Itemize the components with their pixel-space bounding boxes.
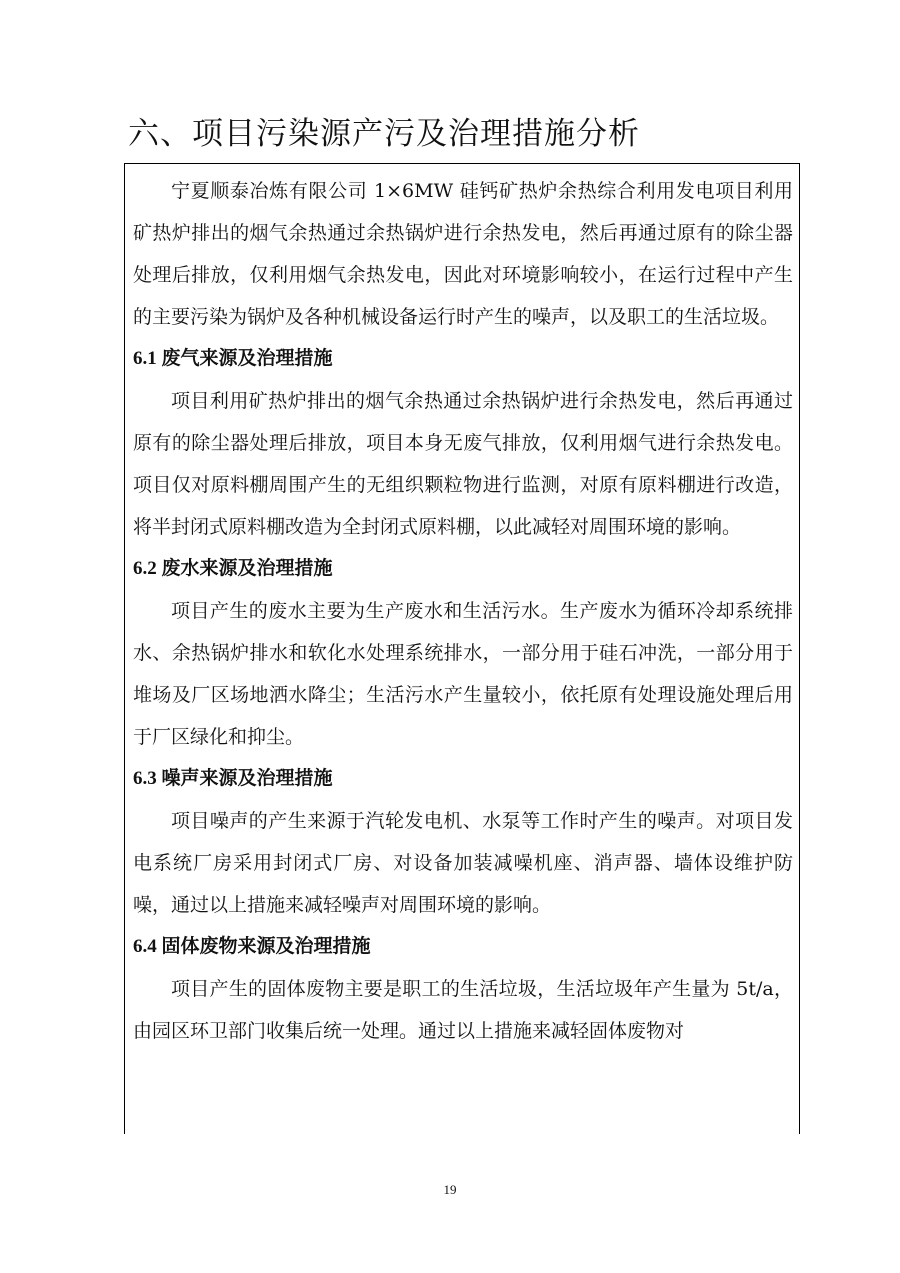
section-text-6-4: 项目产生的固体废物主要是职工的生活垃圾，生活垃圾年产生量为 5t/a，由园区环卫部门收集后统一处理。通过以上措施来减轻固体废物对	[133, 978, 793, 1042]
section-title-6-3: 6.3 噪声来源及治理措施	[133, 768, 333, 789]
page-number: 19	[443, 1182, 457, 1197]
content-box	[124, 163, 800, 1134]
section-title-6-2: 6.2 废水来源及治理措施	[133, 558, 333, 579]
page-heading: 六、项目污染源产污及治理措施分析	[128, 116, 640, 152]
section-title-6-1: 6.1 废气来源及治理措施	[133, 348, 333, 369]
section-title-6-4: 6.4 固体废物来源及治理措施	[133, 936, 371, 957]
section-text-6-3: 项目噪声的产生来源于汽轮发电机、水泵等工作时产生的噪声。对项目发电系统厂房采用封闭式厂房、对设备加装减噪机座、消声器、墙体设维护防噪，通过以上措施来减轻噪声对周围环境的影响。	[133, 810, 793, 916]
intro-paragraph: 宁夏顺泰冶炼有限公司 1×6MW 硅钙矿热炉余热综合利用发电项目利用矿热炉排出的烟气余热通过余热锅炉进行余热发电，然后再通过原有的除尘器处理后排放，仅利用烟气余热发电，因此对环境影响较小，在运行过程中产生的主要污染为锅炉及各种机械设备运行时产生的噪声，以及职工的生活垃圾。	[133, 180, 793, 328]
section-text-6-2: 项目产生的废水主要为生产废水和生活污水。生产废水为循环冷却系统排水、余热锅炉排水和软化水处理系统排水，一部分用于硅石冲洗，一部分用于堆场及厂区场地洒水降尘；生活污水产生量较小，依托原有处理设施处理后用于厂区绿化和抑尘。	[133, 600, 793, 748]
section-text-6-1: 项目利用矿热炉排出的烟气余热通过余热锅炉进行余热发电，然后再通过原有的除尘器处理后排放，项目本身无废气排放，仅利用烟气进行余热发电。项目仅对原料棚周围产生的无组织颗粒物进行监测，对原有原料棚进行改造，将半封闭式原料棚改造为全封闭式原料棚，以此减轻对周围环境的影响。	[133, 390, 793, 538]
